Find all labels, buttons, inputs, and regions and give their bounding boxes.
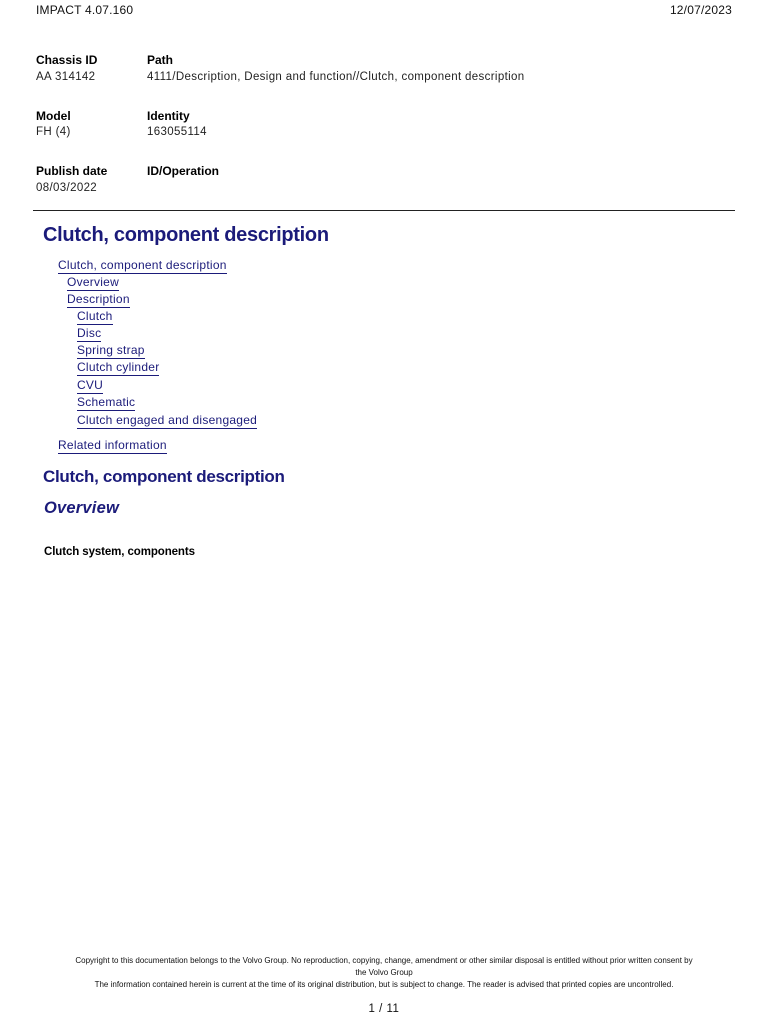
toc-link-description[interactable]: Description: [67, 292, 130, 306]
model-label: Model: [36, 109, 71, 123]
chassis-id-label: Chassis ID: [36, 53, 98, 67]
disclaimer: The information contained herein is current at the time of its original distribution, but is subject to change. The reader is advised that printed copies are uncontrolled.: [94, 980, 674, 989]
toc-link-cvu[interactable]: CVU: [77, 378, 104, 392]
identity-label: Identity: [147, 109, 190, 123]
chassis-id-value: AA 314142: [36, 71, 96, 83]
app-title: IMPACT 4.07.160: [36, 3, 134, 17]
toc-link-clutch-component-description[interactable]: Clutch, component description: [58, 258, 227, 272]
document-title: Clutch, component description: [43, 224, 329, 246]
path-label: Path: [147, 53, 174, 67]
copyright-line-1: Copyright to this documentation belongs to the Volvo Group. No reproduction, copying, change, amendment or other similar disposal is entitled without prior written consent by: [75, 956, 693, 965]
path-value: 4111/Description, Design and function//Clutch, component description: [147, 71, 525, 83]
page-number: 1 / 11: [368, 1003, 400, 1015]
toc-link-related-information[interactable]: Related information: [58, 438, 167, 452]
toc-link-schematic[interactable]: Schematic: [77, 395, 136, 409]
publish-date-value: 08/03/2022: [36, 182, 98, 194]
toc-link-clutch-cylinder[interactable]: Clutch cylinder: [77, 360, 160, 374]
toc-link-overview[interactable]: Overview: [67, 275, 120, 289]
toc-link-clutch[interactable]: Clutch: [77, 309, 113, 323]
footer: [30, 955, 738, 991]
id-operation-label: ID/Operation: [147, 164, 220, 178]
toc-link-disc[interactable]: Disc: [77, 326, 102, 340]
figure-caption: Clutch system, components: [44, 546, 195, 558]
copyright-line-2: the Volvo Group: [355, 968, 413, 977]
model-value: FH (4): [36, 126, 71, 138]
identity-value: 163055114: [147, 126, 207, 138]
subsection-heading-overview: Overview: [44, 499, 119, 517]
print-date: 12/07/2023: [669, 3, 732, 17]
toc-link-spring-strap[interactable]: Spring strap: [77, 343, 145, 357]
section-heading: Clutch, component description: [43, 467, 285, 486]
toc-link-clutch-engaged-and-disengaged[interactable]: Clutch engaged and disengaged: [77, 413, 258, 427]
publish-date-label: Publish date: [36, 164, 108, 178]
header-divider: [33, 210, 735, 211]
